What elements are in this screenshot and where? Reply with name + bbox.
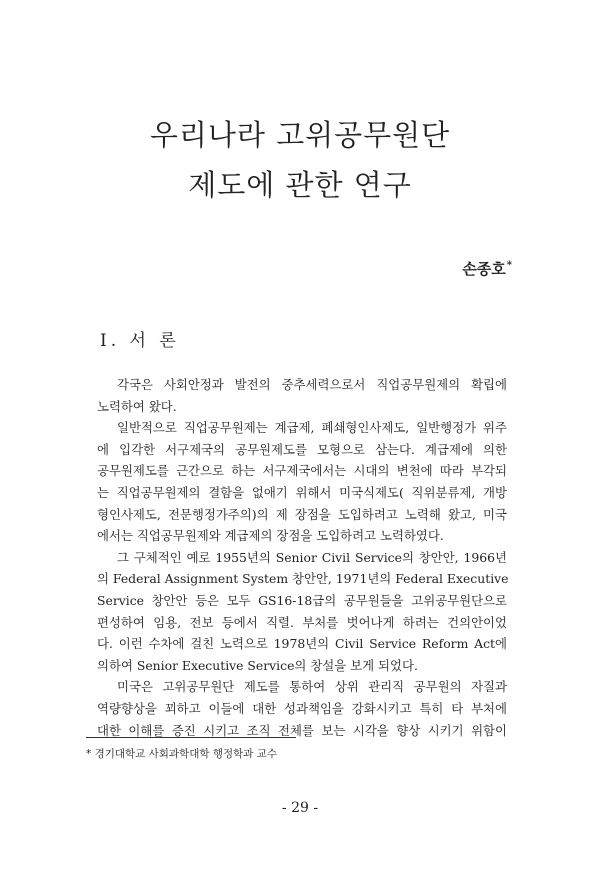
- body-line: 공무원제도를 근간으로 하는 서구제국에서는 시대의 변천에 따라 부각되: [97, 463, 507, 479]
- body-line: 미국은 고위공무원단 제도를 통하여 상위 관리직 공무원의 자질과: [117, 679, 507, 695]
- body-line: 형인사제도, 전문행정가주의)의 제 장점을 도입하려고 노력해 왔고, 미국: [97, 506, 507, 522]
- body-line: Service 창안안 등은 모두 GS16-18급의 공무원들을 고위공무원단으로: [97, 592, 507, 608]
- footnote-affiliation: * 경기대학교 사회과학대학 행정학과 교수: [86, 748, 278, 760]
- body-line: 대한 이해를 증진 시키고 조직 전체를 보는 시각을 향상 시키기 위함이: [97, 722, 507, 738]
- paper-title-line-1: 우리나라 고위공무원단: [149, 118, 451, 152]
- author-footnote-mark: *: [506, 260, 512, 271]
- body-line: 에서는 직업공무원제와 계급제의 장점을 도입하려고 노력하였다.: [97, 528, 444, 544]
- author-byline: [462, 258, 512, 279]
- body-line: 편성하여 임용, 전보 등에서 직렬. 부처를 벗어나게 하려는 건의안이었: [97, 614, 507, 630]
- body-line: 노력하여 왔다.: [97, 398, 177, 414]
- body-line: 의하여 Senior Executive Service의 창설을 보게 되었다.: [97, 657, 418, 673]
- page-number: - 29 -: [281, 800, 319, 816]
- author-name: 손종호: [462, 260, 506, 278]
- body-line: 는 직업공무원제의 결함을 없애기 위해서 미국식제도( 직위분류제, 개방: [97, 484, 507, 500]
- body-line: 각국은 사회안정과 발전의 중추세력으로서 직업공무원제의 확립에: [117, 377, 507, 392]
- body-line: 그 구체적인 예로 1955년의 Senior Civil Service의 창안안, 1966년: [117, 549, 507, 565]
- section-heading: Ⅰ. 서 론: [100, 331, 180, 351]
- footnote-divider: [86, 737, 296, 738]
- body-line: 의 Federal Assignment System 창안안, 1971년의 Federal Executive: [97, 571, 509, 587]
- body-line: 다. 이런 수차에 걸친 노력으로 1978년의 Civil Service Reform Act에: [97, 636, 507, 652]
- body-line: 역량향상을 꾀하고 이들에 대한 성과책임을 강화시키고 특히 타 부처에: [97, 700, 507, 716]
- body-text: [97, 374, 507, 741]
- body-line: 일반적으로 직업공무원제는 계급제, 폐쇄형인사제도, 일반행정가 위주: [117, 420, 507, 436]
- paper-title-line-2: 제도에 관한 연구: [188, 168, 412, 202]
- body-line: 에 입각한 서구제국의 공무원제도를 모형으로 삼는다. 계급제에 의한: [97, 441, 507, 457]
